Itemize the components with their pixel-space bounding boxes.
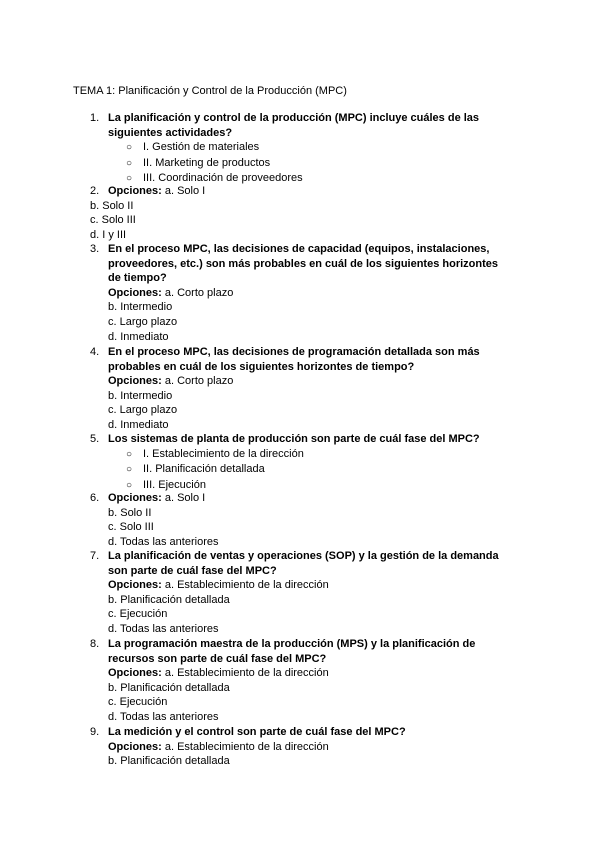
question-number: 3. [90, 243, 100, 255]
sub-item: ○ III. Ejecución [126, 478, 540, 494]
option-a: a. Solo I [164, 492, 206, 504]
option-line [108, 578, 520, 593]
option-b: b. Intermedio [108, 389, 173, 402]
option-line [108, 374, 510, 389]
page-title: TEMA 1: Planificación y Control de la Producción (MPC) [73, 85, 347, 97]
question-2 [90, 184, 540, 242]
question-number: 9. [90, 726, 100, 738]
circle-bullet-icon: ○ [126, 142, 133, 154]
question-text: La medición y el control son parte de cuál fase del MPC? [108, 726, 406, 738]
question-number: 1. [90, 112, 100, 124]
option-d: d. Todas las anteriores [108, 622, 219, 635]
options-label: Opciones: [108, 579, 162, 592]
question-5 [90, 432, 540, 493]
question-text: La planificación y control de la producción (MPC) incluye cuáles de las siguientes actividades? [108, 112, 480, 139]
option-line [108, 740, 540, 755]
question-number: 2. [90, 185, 100, 197]
option-line [108, 491, 510, 506]
option-b: b. Solo II [90, 199, 134, 212]
option-c: c. Ejecución [108, 696, 168, 709]
sub-item: ○ II. Marketing de productos [126, 156, 510, 172]
option-line [108, 286, 510, 301]
option-c: c. Largo plazo [108, 404, 178, 417]
question-number: 6. [90, 492, 100, 504]
question-number: 5. [90, 433, 100, 445]
option-line [108, 184, 540, 199]
circle-bullet-icon: ○ [126, 448, 133, 460]
question-text: Los sistemas de planta de producción son parte de cuál fase del MPC? [108, 433, 480, 445]
option-d: d. I y III [90, 228, 127, 241]
question-1 [90, 111, 510, 187]
circle-bullet-icon: ○ [126, 464, 133, 476]
question-8 [90, 637, 520, 725]
options-label: Opciones: [108, 185, 162, 197]
question-9 [90, 725, 540, 769]
option-a: a. Corto plazo [164, 286, 234, 299]
question-number: 8. [90, 638, 100, 650]
option-c: c. Solo III [90, 214, 136, 227]
option-a: a. Establecimiento de la dirección [164, 579, 329, 592]
sub-item: ○ II. Planificación detallada [126, 462, 540, 478]
option-c: c. Solo III [108, 521, 154, 534]
option-a: a. Establecimiento de la dirección [164, 740, 329, 753]
option-d: d. Inmediato [108, 418, 169, 431]
options-label: Opciones: [108, 740, 162, 753]
question-text: En el proceso MPC, las decisiones de capacidad (equipos, instalaciones, proveedores, etc.) son más probables en cuál de los siguientes horizontes de tiempo? [108, 243, 498, 285]
option-c: c. Ejecución [108, 608, 168, 621]
sub-item: ○ I. Gestión de materiales [126, 140, 510, 156]
question-number: 7. [90, 550, 100, 562]
option-a: a. Corto plazo [164, 375, 234, 388]
options-label: Opciones: [108, 375, 162, 388]
option-b: b. Planificación detallada [108, 681, 230, 694]
option-b: b. Planificación detallada [108, 755, 230, 768]
circle-bullet-icon: ○ [126, 479, 133, 491]
question-3 [90, 242, 510, 344]
option-b: b. Planificación detallada [108, 593, 230, 606]
sub-item: ○ I. Establecimiento de la dirección [126, 447, 540, 463]
circle-bullet-icon: ○ [126, 173, 133, 185]
option-b: b. Solo II [108, 506, 152, 519]
option-line [108, 666, 520, 681]
question-7 [90, 549, 520, 637]
question-6 [90, 491, 510, 549]
question-4 [90, 345, 510, 433]
option-b: b. Intermedio [108, 301, 173, 314]
sub-item: ○ III. Coordinación de proveedores [126, 171, 510, 187]
circle-bullet-icon: ○ [126, 157, 133, 169]
options-label: Opciones: [108, 492, 162, 504]
option-d: d. Inmediato [108, 330, 169, 343]
option-a: a. Establecimiento de la dirección [164, 667, 329, 680]
option-a: a. Solo I [164, 185, 206, 197]
options-label: Opciones: [108, 667, 162, 680]
question-number: 4. [90, 346, 100, 358]
question-text: La planificación de ventas y operaciones (SOP) y la gestión de la demanda son parte de cuál fase del MPC? [108, 550, 499, 577]
question-text: La programación maestra de la producción (MPS) y la planificación de recursos son parte de cuál fase del MPC? [108, 638, 476, 665]
options-label: Opciones: [108, 286, 162, 299]
question-text: En el proceso MPC, las decisiones de programación detallada son más probables en cuál de los siguientes horizontes de tiempo? [108, 346, 480, 373]
option-d: d. Todas las anteriores [108, 535, 219, 548]
option-c: c. Largo plazo [108, 315, 178, 328]
option-d: d. Todas las anteriores [108, 710, 219, 723]
